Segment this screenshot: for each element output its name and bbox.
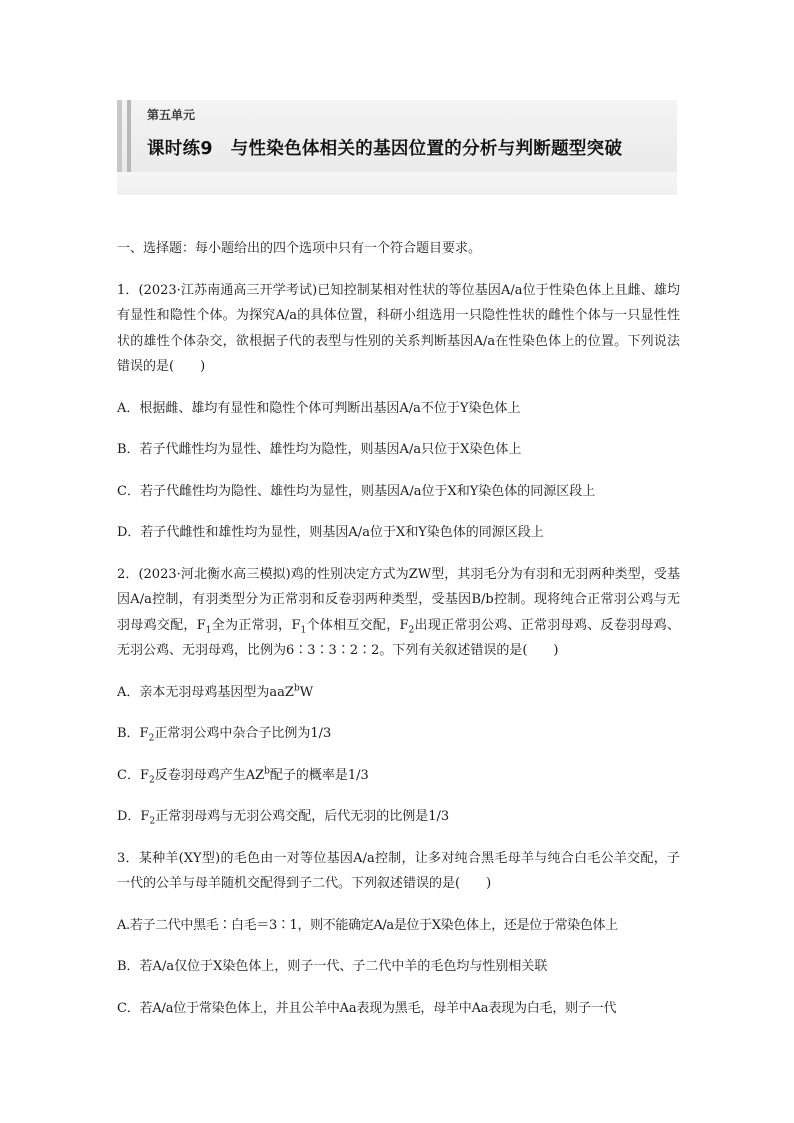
- unit-banner: [117, 100, 677, 195]
- question-1: [117, 278, 680, 546]
- question-2-option-d: D．$F_2$正常羽母鸡与无羽公鸡交配，后代无羽的比例是1/3: [117, 809, 450, 827]
- question-1-option-a: A．根据雌、雄均有显性和隐性个体可判断出基因A/a不位于Y染色体上: [117, 400, 521, 416]
- question-2-option-a: A．亲本无羽母鸡基因型为aaZ$^b$W: [117, 683, 314, 700]
- question-1-option-b: B．若子代雌性均为显性、雄性均为隐性，则基因A/a只位于X染色体上: [117, 442, 522, 457]
- unit-label: 第五单元: [147, 108, 196, 122]
- banner-accent-bar: [117, 100, 122, 172]
- banner-bottom-strip: [117, 172, 677, 195]
- section-heading: 一、选择题：每小题给出的四个选项中只有一个符合题目要求。: [117, 241, 482, 256]
- question-1-option-c: C．若子代雌性均为隐性、雄性均为显性，则基因A/a位于X和Y染色体的同源区段上: [117, 483, 596, 499]
- question-3: [117, 846, 680, 1022]
- question-3-stem: 3．某种羊(XY型)的毛色由一对等位基因A/a控制，让多对纯合黑毛母羊与纯合白毛公羊交配，子一代的公羊与母羊随机交配得到子二代。下列叙述错误的是( ): [117, 850, 680, 891]
- question-2-option-b: B．$F_2$正常羽公鸡中杂合子比例为1/3: [117, 726, 332, 744]
- question-3-option-c: C．若A/a位于常染色体上，并且公羊中Aa表现为黑毛，母羊中Aa表现为白毛，则子一代: [117, 1000, 617, 1016]
- question-1-stem: 1．(2023·江苏南通高三开学考试)已知控制某相对性状的等位基因A/a位于性染色体上且雌、雄均有显性和隐性个体。为探究A/a的具体位置，科研小组选用一只隐性性状的雌性个体与一只显性性状的雄性个体杂交，欲根据子代的表型与性别的关系判断基因A/a在性染色体上的位置。下列说法错误的是( ): [117, 282, 680, 374]
- banner-accent-bar-inner: [127, 100, 131, 172]
- exercise-content: [117, 236, 680, 1037]
- question-2: [117, 562, 680, 830]
- question-3-option-a: A.若子二代中黑毛∶白毛＝3∶1，则不能确定A/a是位于X染色体上，还是位于常染色体上: [117, 917, 618, 933]
- question-3-option-b: B．若A/a仅位于X染色体上，则子一代、子二代中羊的毛色均与性别相关联: [117, 959, 548, 974]
- question-1-option-d: D．若子代雌性和雄性均为显性，则基因A/a位于X和Y染色体的同源区段上: [117, 525, 544, 540]
- question-2-stem: 2．(2023·河北衡水高三模拟)鸡的性别决定方式为ZW型，其羽毛分为有羽和无羽两种类型，受基因A/a控制，有羽类型分为正常羽和反卷羽两种类型，受基因B/b控制。现将纯合正常羽公鸡与无羽母鸡交配，$F_1$全为正常羽，$F_1$个体相互交配，$F_2$出现正常羽公鸡、正常羽母鸡、反卷羽母鸡、无羽公鸡、无羽母鸡，比例为6∶3∶3∶2∶2。下列有关叙述错误的是( ): [117, 566, 680, 658]
- question-2-option-c: C．$F_2$反卷羽母鸡产生$AZ^b$配子的概率是1/3: [117, 766, 369, 786]
- lesson-title: 课时练9 与性染色体相关的基因位置的分析与判断题型突破: [147, 139, 623, 159]
